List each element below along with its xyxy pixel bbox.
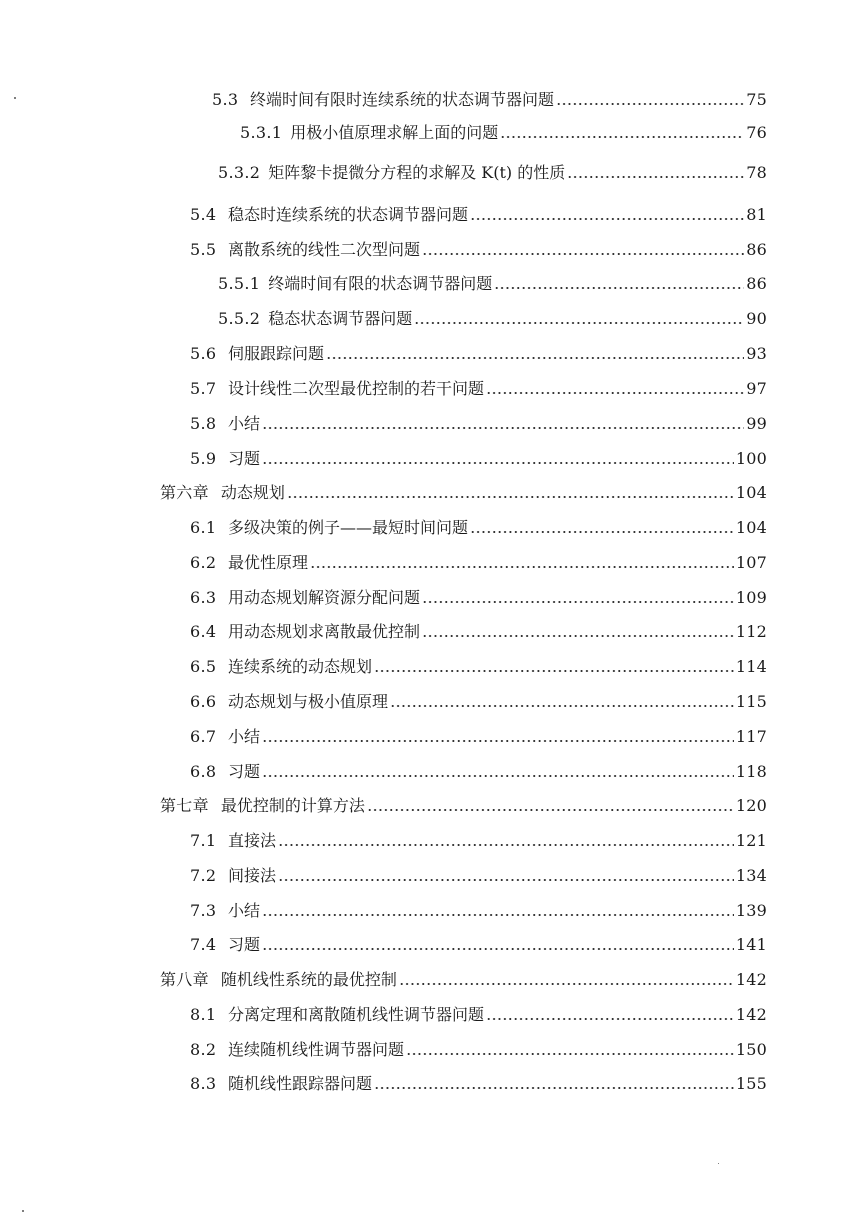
toc-entry-number: 5.3 xyxy=(212,90,239,109)
toc-entry-title: 小结 xyxy=(228,901,261,920)
toc-section-entry[interactable] xyxy=(218,306,767,332)
toc-section-entry[interactable] xyxy=(190,863,767,889)
toc-entry-title: 动态规划 xyxy=(220,483,285,502)
toc-entry-page: 107 xyxy=(735,553,767,572)
toc-entry-title: 用极小值原理求解上面的问题 xyxy=(290,123,499,142)
toc-entry-title: 随机线性系统的最优控制 xyxy=(220,970,397,989)
toc-entry-page: 139 xyxy=(735,901,767,920)
toc-entry-page: 109 xyxy=(735,588,767,607)
toc-section-entry[interactable] xyxy=(212,87,767,113)
toc-section-entry[interactable] xyxy=(190,515,767,541)
toc-dot-leader xyxy=(486,392,744,394)
toc-entry-number: 6.7 xyxy=(190,727,217,746)
toc-section-entry[interactable] xyxy=(190,376,767,402)
toc-section-entry[interactable] xyxy=(190,341,767,367)
toc-entry-number: 6.4 xyxy=(190,622,217,641)
toc-dot-leader xyxy=(414,322,744,324)
toc-entry-title: 连续系统的动态规划 xyxy=(228,657,373,676)
toc-entry-page: 93 xyxy=(746,344,767,363)
toc-section-entry[interactable] xyxy=(190,550,767,576)
toc-entry-title: 矩阵黎卡提微分方程的求解及 K(t) 的性质 xyxy=(268,163,566,182)
toc-section-entry[interactable] xyxy=(190,724,767,750)
toc-dot-leader xyxy=(486,1018,734,1020)
toc-entry-number: 5.6 xyxy=(190,344,217,363)
toc-entry-title: 直接法 xyxy=(228,831,277,850)
toc-entry-number: 5.4 xyxy=(190,205,217,224)
toc-section-entry[interactable] xyxy=(190,619,767,645)
toc-section-entry[interactable] xyxy=(190,446,767,472)
toc-section-entry[interactable] xyxy=(190,1002,767,1028)
toc-entry-title: 稳态状态调节器问题 xyxy=(268,309,413,328)
toc-entry-number: 6.2 xyxy=(190,553,217,572)
toc-entry-number: 5.8 xyxy=(190,414,217,433)
toc-dot-leader xyxy=(262,914,734,916)
toc-entry-page: 76 xyxy=(746,123,767,142)
toc-section-entry[interactable] xyxy=(190,689,767,715)
toc-section-entry[interactable] xyxy=(190,585,767,611)
toc-section-entry[interactable] xyxy=(218,160,767,186)
toc-entry-title: 习题 xyxy=(228,762,261,781)
toc-entry-number: 7.1 xyxy=(190,831,217,850)
toc-section-entry[interactable] xyxy=(240,120,767,146)
toc-entry-page: 121 xyxy=(735,831,767,850)
toc-entry-number: 7.3 xyxy=(190,901,217,920)
toc-section-entry[interactable] xyxy=(190,1071,767,1097)
toc-dot-leader xyxy=(278,879,734,881)
toc-entry-page: 142 xyxy=(735,970,767,989)
toc-entry-title: 最优性原理 xyxy=(228,553,309,572)
toc-dot-leader xyxy=(262,740,734,742)
toc-entry-number: 8.1 xyxy=(190,1005,217,1024)
toc-entry-page: 150 xyxy=(735,1040,767,1059)
toc-dot-leader xyxy=(399,983,734,985)
toc-entry-number: 6.5 xyxy=(190,657,217,676)
toc-entry-page: 86 xyxy=(746,240,767,259)
toc-entry-title: 用动态规划求离散最优控制 xyxy=(228,622,421,641)
toc-entry-number: 6.3 xyxy=(190,588,217,607)
toc-entry-title: 终端时间有限时连续系统的状态调节器问题 xyxy=(250,90,555,109)
toc-dot-leader xyxy=(262,775,734,777)
toc-entry-title: 小结 xyxy=(228,414,261,433)
toc-entry-page: 112 xyxy=(735,622,767,641)
toc-entry-page: 115 xyxy=(735,692,767,711)
toc-entry-number: 8.2 xyxy=(190,1040,217,1059)
toc-chapter-entry[interactable] xyxy=(160,967,767,993)
toc-section-entry[interactable] xyxy=(190,1037,767,1063)
toc-entry-page: 155 xyxy=(735,1074,767,1093)
toc-entry-number: 第八章 xyxy=(160,970,209,989)
toc-entry-title: 连续随机线性调节器问题 xyxy=(228,1040,405,1059)
toc-entry-page: 141 xyxy=(735,935,767,954)
toc-dot-leader xyxy=(326,357,744,359)
toc-section-entry[interactable] xyxy=(190,202,767,228)
toc-entry-number: 6.8 xyxy=(190,762,217,781)
toc-section-entry[interactable] xyxy=(190,932,767,958)
toc-entry-number: 第七章 xyxy=(160,796,209,815)
toc-entry-number: 6.1 xyxy=(190,518,217,537)
toc-chapter-entry[interactable] xyxy=(160,793,767,819)
toc-dot-leader xyxy=(262,462,734,464)
toc-entry-page: 81 xyxy=(746,205,767,224)
toc-section-entry[interactable] xyxy=(190,237,767,263)
toc-entry-title: 稳态时连续系统的状态调节器问题 xyxy=(228,205,469,224)
toc-entry-number: 5.3.1 xyxy=(240,123,283,142)
toc-entry-title: 终端时间有限的状态调节器问题 xyxy=(268,274,493,293)
toc-entry-number: 8.3 xyxy=(190,1074,217,1093)
toc-entry-number: 5.9 xyxy=(190,449,217,468)
toc-entry-number: 7.4 xyxy=(190,935,217,954)
toc-dot-leader xyxy=(310,566,734,568)
toc-entry-title: 多级决策的例子——最短时间问题 xyxy=(228,518,469,537)
toc-dot-leader xyxy=(494,287,744,289)
toc-entry-number: 5.5.2 xyxy=(218,309,261,328)
toc-entry-number: 第六章 xyxy=(160,483,209,502)
toc-dot-leader xyxy=(422,635,734,637)
toc-dot-leader xyxy=(287,496,734,498)
toc-entry-page: 104 xyxy=(735,483,767,502)
toc-entry-page: 118 xyxy=(735,762,767,781)
toc-entry-page: 78 xyxy=(746,163,767,182)
toc-entry-number: 5.5.1 xyxy=(218,274,261,293)
toc-entry-number: 7.2 xyxy=(190,866,217,885)
toc-entry-page: 97 xyxy=(746,379,767,398)
toc-entry-page: 104 xyxy=(735,518,767,537)
toc-dot-leader xyxy=(556,103,744,105)
toc-dot-leader xyxy=(262,427,744,429)
toc-dot-leader xyxy=(500,136,744,138)
toc-chapter-entry[interactable] xyxy=(160,480,767,506)
toc-entry-title: 伺服跟踪问题 xyxy=(228,344,325,363)
toc-entry-title: 小结 xyxy=(228,727,261,746)
toc-section-entry[interactable] xyxy=(190,828,767,854)
toc-entry-page: 100 xyxy=(735,449,767,468)
toc-section-entry[interactable] xyxy=(190,411,767,437)
toc-entry-title: 动态规划与极小值原理 xyxy=(228,692,389,711)
toc-dot-leader xyxy=(390,705,734,707)
toc-entry-page: 142 xyxy=(735,1005,767,1024)
toc-entry-title: 习题 xyxy=(228,449,261,468)
toc-entry-title: 习题 xyxy=(228,935,261,954)
toc-entry-page: 114 xyxy=(735,657,767,676)
toc-dot-leader xyxy=(470,218,744,220)
toc-dot-leader xyxy=(374,1087,734,1089)
toc-entry-page: 117 xyxy=(735,727,767,746)
toc-section-entry[interactable] xyxy=(190,654,767,680)
toc-dot-leader xyxy=(406,1053,734,1055)
toc-section-entry[interactable] xyxy=(190,759,767,785)
toc-dot-leader xyxy=(374,670,734,672)
toc-dot-leader xyxy=(422,253,744,255)
toc-dot-leader xyxy=(262,948,734,950)
toc-entry-page: 120 xyxy=(735,796,767,815)
toc-entry-number: 5.7 xyxy=(190,379,217,398)
toc-entry-title: 间接法 xyxy=(228,866,277,885)
toc-entry-page: 86 xyxy=(746,274,767,293)
toc-dot-leader xyxy=(567,176,744,178)
toc-section-entry[interactable] xyxy=(218,271,767,297)
toc-entry-title: 离散系统的线性二次型问题 xyxy=(228,240,421,259)
toc-entry-title: 最优控制的计算方法 xyxy=(220,796,365,815)
toc-entry-title: 用动态规划解资源分配问题 xyxy=(228,588,421,607)
toc-dot-leader xyxy=(278,844,734,846)
toc-section-entry[interactable] xyxy=(190,898,767,924)
toc-dot-leader xyxy=(470,531,734,533)
toc-entry-number: 5.3.2 xyxy=(218,163,261,182)
toc-dot-leader xyxy=(367,809,734,811)
toc-entry-number: 6.6 xyxy=(190,692,217,711)
toc-dot-leader xyxy=(422,601,734,603)
toc-entry-number: 5.5 xyxy=(190,240,217,259)
toc-entry-page: 99 xyxy=(746,414,767,433)
toc-entry-title: 分离定理和离散随机线性调节器问题 xyxy=(228,1005,485,1024)
toc-entry-page: 75 xyxy=(746,90,767,109)
toc-entry-title: 设计线性二次型最优控制的若干问题 xyxy=(228,379,485,398)
toc-entry-page: 134 xyxy=(735,866,767,885)
toc-entry-page: 90 xyxy=(746,309,767,328)
toc-entry-title: 随机线性跟踪器问题 xyxy=(228,1074,373,1093)
